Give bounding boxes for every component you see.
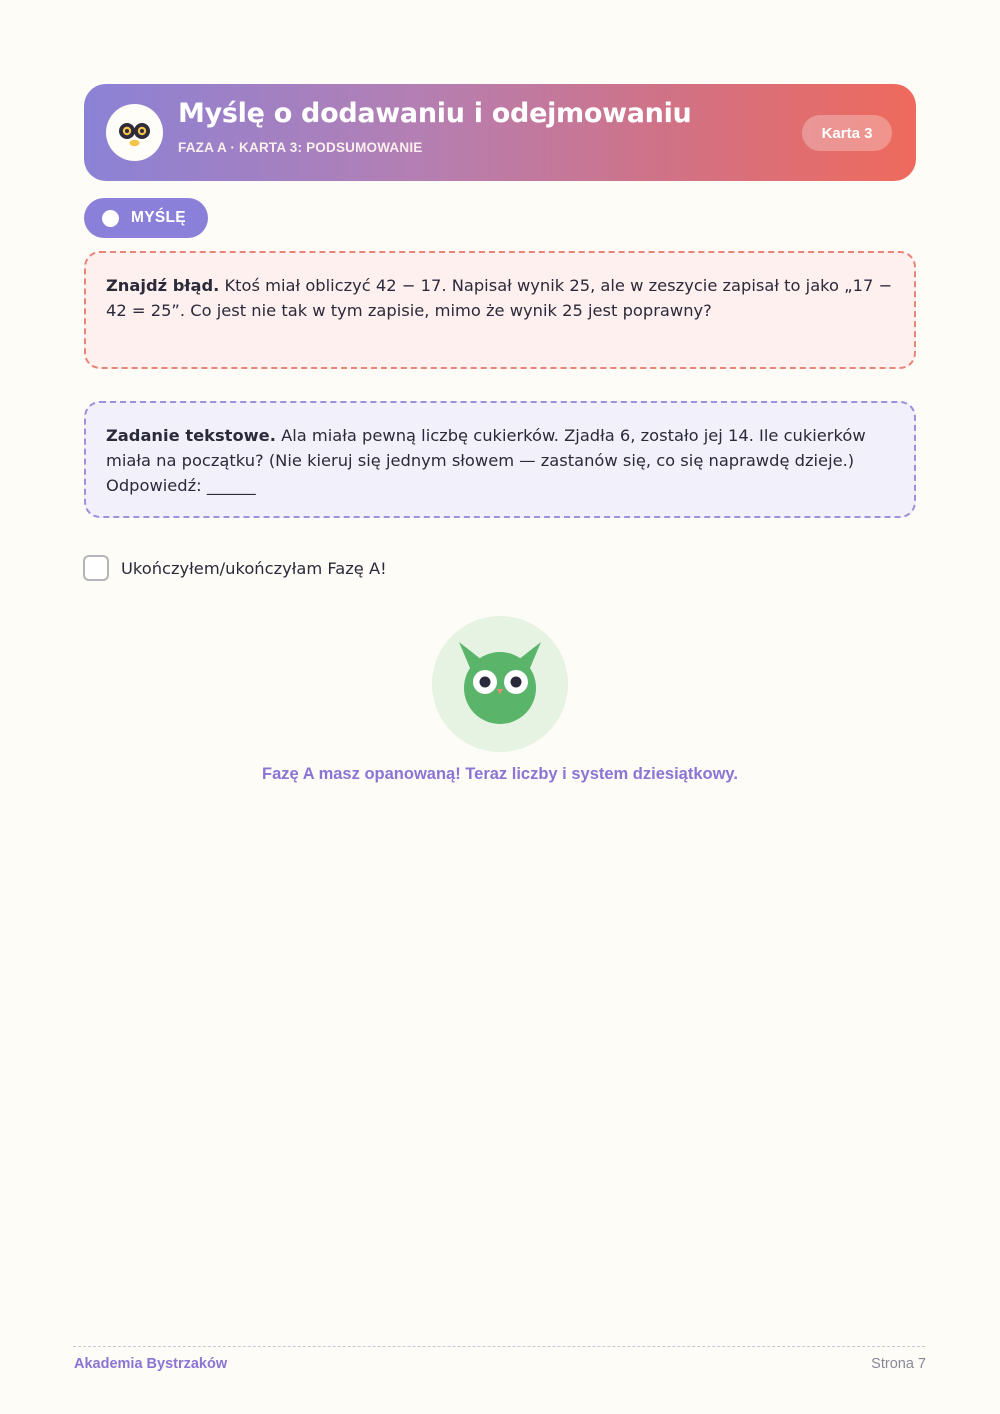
page-number: Strona 7 [871, 1356, 926, 1372]
section-pill-think [84, 198, 208, 238]
page-title: Myślę o dodawaniu i odejmowaniu [178, 98, 692, 129]
answer-line[interactable]: Odpowiedź: ______ [106, 476, 256, 495]
phase-complete-checkbox[interactable] [83, 555, 109, 581]
page-header [84, 84, 916, 181]
page-subtitle: FAZA A · KARTA 3: PODSUMOWANIE [178, 140, 423, 155]
footer-divider [73, 1346, 925, 1347]
card-number-badge: Karta 3 [802, 115, 892, 151]
footer-brand: Akademia Bystrzaków [74, 1356, 228, 1372]
phase-complete-row[interactable] [83, 555, 387, 581]
section-pill-label: MYŚLĘ [131, 209, 186, 226]
word-problem-task [84, 401, 916, 518]
task-heading: Znajdź błąd. [106, 276, 220, 295]
phase-complete-label: Ukończyłem/ukończyłam Fazę A! [121, 558, 387, 578]
dot-icon [102, 210, 119, 227]
owl-mascot-icon [432, 616, 568, 752]
find-error-task [84, 251, 916, 369]
task-heading: Zadanie tekstowe. [106, 426, 276, 445]
closing-message: Fazę A masz opanowaną! Teraz liczby i system dziesiątkowy. [262, 765, 738, 783]
task-body: Ktoś miał obliczyć 42 − 17. Napisał wynik 25, ale w zeszycie zapisał to jako „17 − 42 = 25”. Co jest nie tak w tym zapisie, mimo że wynik 25 jest poprawny? [106, 276, 893, 320]
task-body: Ala miała pewną liczbę cukierków. Zjadła 6, zostało jej 14. Ile cukierków miała na początku? (Nie kieruj się jednym słowem — zastanów się, co się naprawdę dzieje.) [106, 426, 866, 470]
owl-face-icon [106, 104, 163, 161]
